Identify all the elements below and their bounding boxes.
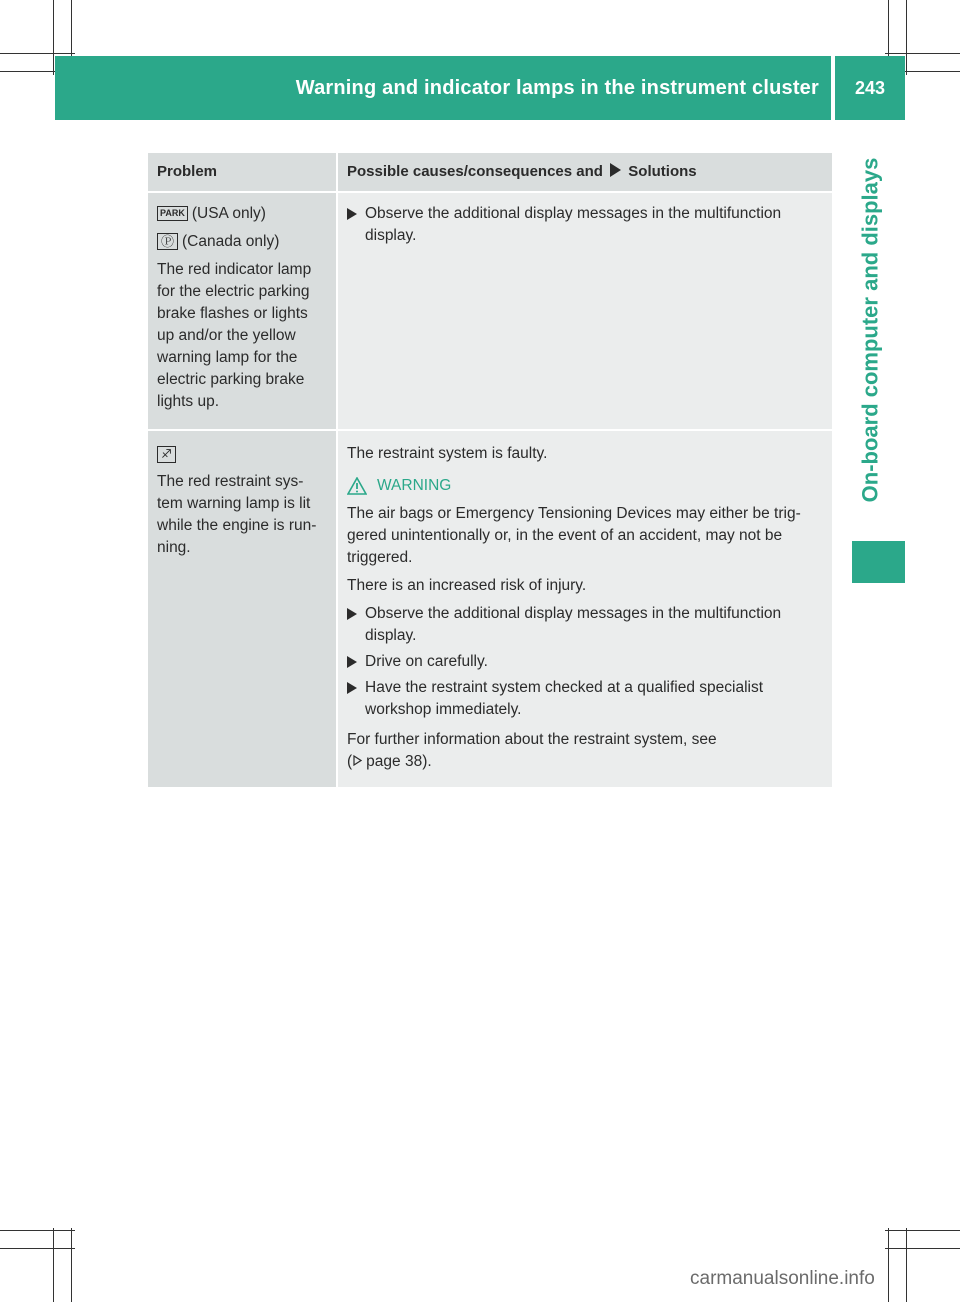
problem-description: The red indicator lamp for the electric parking brake flashes or lights up and/or the yellow warning lamp for the electric parking brake lights up. <box>157 261 312 410</box>
usa-indicator-line <box>157 203 327 225</box>
crop-mark <box>888 1228 889 1302</box>
warning-heading <box>347 475 823 497</box>
action-arrow-icon <box>347 608 357 620</box>
solution-step <box>347 203 823 247</box>
crop-mark <box>71 1228 72 1302</box>
solution-step-text: Observe the additional display messages in the multifunction display. <box>365 205 782 244</box>
crop-mark <box>0 1248 75 1249</box>
cause-text: The restraint system is faulty. <box>347 445 548 462</box>
table-row <box>148 192 832 430</box>
crop-mark <box>885 53 960 54</box>
solution-step <box>347 677 823 721</box>
risk-text: There is an increased risk of injury. <box>347 577 587 594</box>
warning-label: WARNING <box>377 477 452 494</box>
page-reference-icon <box>353 755 362 766</box>
park-brake-icon: PARK <box>157 206 188 221</box>
crop-mark <box>885 1230 960 1231</box>
canada-indicator-line <box>157 231 327 253</box>
usa-only-label: (USA only) <box>191 205 266 222</box>
section-side-label <box>847 120 893 540</box>
warning-triangle-icon <box>347 477 367 495</box>
crop-mark <box>0 53 75 54</box>
page-reference-link[interactable]: page 38). <box>366 753 432 770</box>
warning-text: The air bags or Emergency Tensioning Devices may either be trig-gered unintentionally or, in the event of an accident, may not be triggered. <box>347 505 801 566</box>
column-header-solutions-prefix: Possible causes/consequences and <box>347 163 603 180</box>
page-number: 243 <box>835 56 905 120</box>
page-ref-open: ( <box>347 753 353 770</box>
page-title: Warning and indicator lamps in the instrument cluster <box>295 76 819 99</box>
problem-cell <box>148 192 337 430</box>
crop-mark <box>906 0 907 75</box>
solution-step-text: Drive on carefully. <box>365 653 488 670</box>
solution-step <box>347 651 823 673</box>
crop-mark <box>53 0 54 75</box>
solution-cell <box>337 430 832 787</box>
solution-cell <box>337 192 832 430</box>
further-info <box>347 729 823 773</box>
action-arrow-icon <box>610 163 621 177</box>
crop-mark <box>53 1228 54 1302</box>
warning-lamp-table <box>148 153 832 787</box>
solution-step-text: Have the restraint system checked at a qualified specialist workshop immediately. <box>365 679 764 718</box>
problem-cell <box>148 430 337 787</box>
crop-mark <box>0 1230 75 1231</box>
further-info-text: For further information about the restraint system, see <box>347 731 717 748</box>
crop-mark <box>885 1248 960 1249</box>
action-arrow-icon <box>347 656 357 668</box>
canada-only-label: (Canada only) <box>182 233 280 250</box>
action-arrow-icon <box>347 208 357 220</box>
problem-description: The red restraint sys-tem warning lamp is lit while the engine is run-ning. <box>157 473 317 556</box>
column-header-solutions <box>337 153 832 192</box>
parking-circle-icon: Ⓟ <box>157 233 178 250</box>
watermark: carmanualsonline.info <box>690 1268 875 1289</box>
crop-mark <box>906 1228 907 1302</box>
section-tab-marker <box>852 541 905 583</box>
solution-step-text: Observe the additional display messages in the multifunction display. <box>365 605 782 644</box>
table-header-row <box>148 153 832 192</box>
column-header-problem: Problem <box>148 153 337 192</box>
section-side-label-text: On-board computer and displays <box>857 157 882 503</box>
restraint-indicator-line <box>157 443 327 465</box>
restraint-system-icon: ♐ <box>157 446 176 463</box>
column-header-solutions-suffix: Solutions <box>628 163 697 180</box>
solution-step <box>347 603 823 647</box>
action-arrow-icon <box>347 682 357 694</box>
table-row <box>148 430 832 787</box>
